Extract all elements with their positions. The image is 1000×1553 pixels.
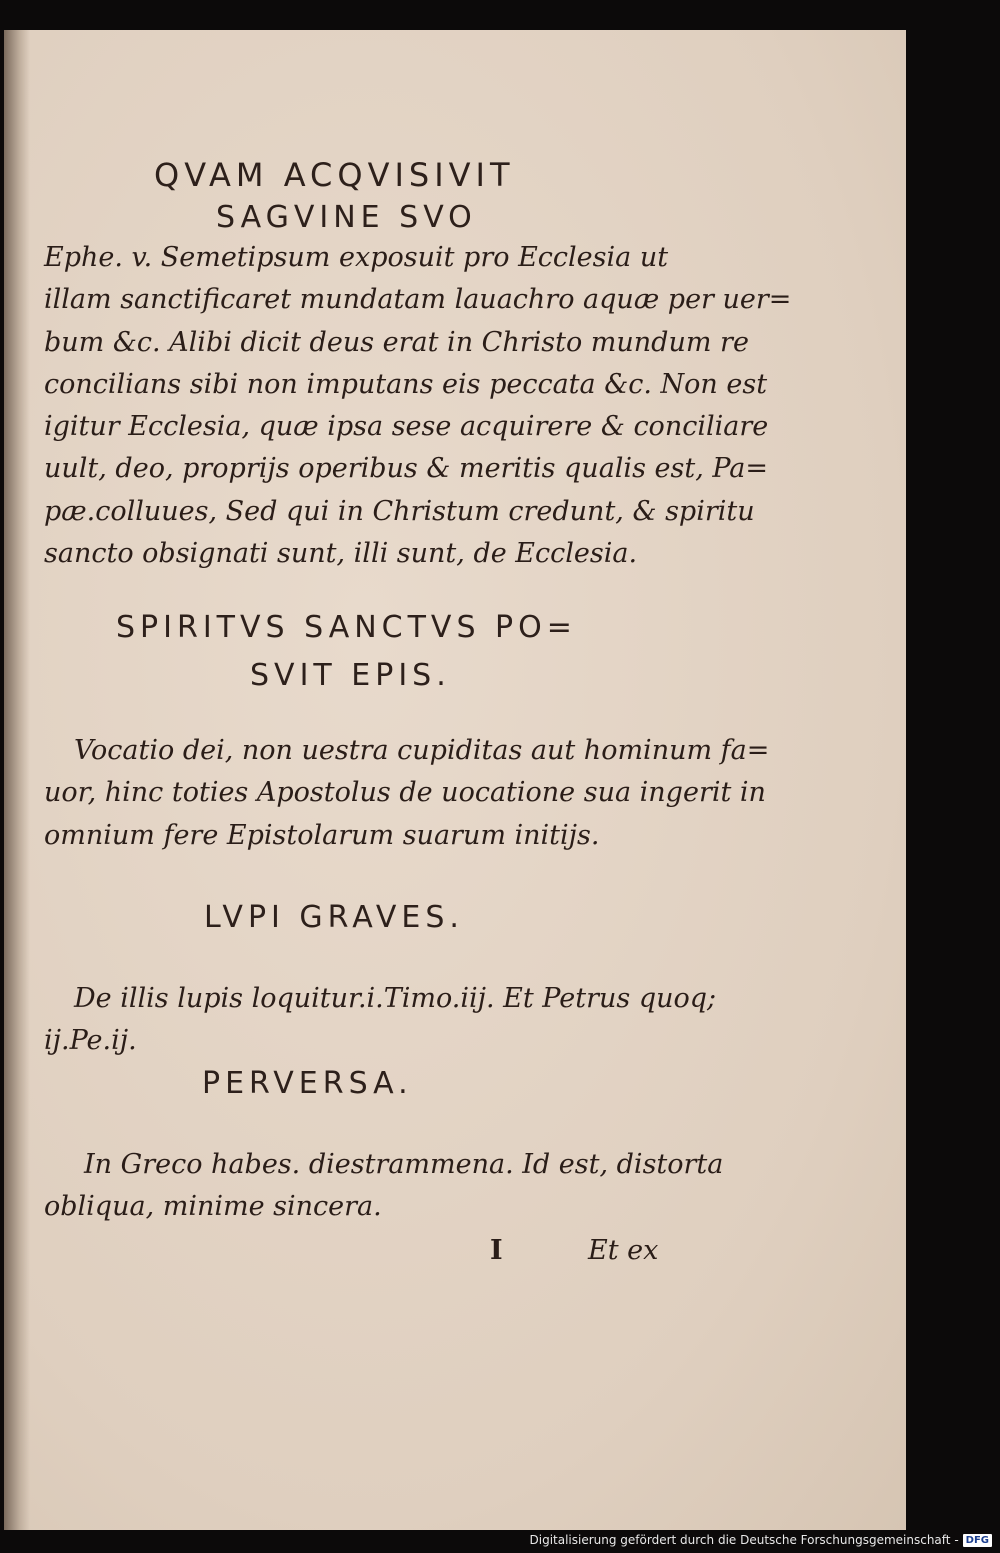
text-line: obliqua, minime sincera.: [44, 1191, 382, 1223]
text-line: Ephe. v. Semetipsum exposuit pro Ecclesia ut: [44, 242, 669, 273]
heading-sagvine-svo: SAGVINE SVO: [216, 200, 477, 235]
text-line: uult, deo, proprijs operibus & meritis qualis est, Pa=: [44, 453, 769, 485]
signature-mark: I: [490, 1235, 503, 1266]
text-line: illam sanctificaret mundatam lauachro aquæ per uer=: [44, 284, 792, 316]
text-line: concilians sibi non imputans eis peccata &c. Non est: [44, 368, 768, 400]
paragraph-lupis: [44, 978, 716, 1063]
heading-perversa: PERVERSA.: [202, 1066, 413, 1101]
paragraph-vocatio: [44, 730, 769, 857]
text-line: igitur Ecclesia, quæ ipsa sese acquirere & conciliare: [44, 411, 769, 443]
dfg-logo: DFG: [963, 1534, 992, 1547]
book-page: [4, 30, 906, 1530]
text-line: In Greco habes. diestrammena. Id est, distorta: [84, 1149, 724, 1180]
text-line: pæ.colluues, Sed qui in Christum credunt, & spiritu: [44, 495, 755, 527]
paragraph-ephesians: [44, 237, 791, 575]
text-line: bum &c. Alibi dicit deus erat in Christo mundum re: [44, 326, 749, 358]
text-line: De illis lupis loquitur.i.Timo.iij. Et Petrus quoq;: [74, 983, 717, 1014]
paragraph-greco: [44, 1144, 723, 1229]
heading-quam-acquisivit: QVAM ACQVISIVIT: [154, 156, 515, 194]
heading-lupi-graves: LVPI GRAVES.: [204, 900, 464, 935]
text-line: ij.Pe.ij.: [44, 1025, 137, 1057]
text-line: sancto obsignati sunt, illi sunt, de Ecclesia.: [44, 538, 638, 570]
page-binding-shadow: [4, 30, 30, 1530]
digitization-credit: [530, 1533, 993, 1547]
text-line: uor, hinc toties Apostolus de uocatione sua ingerit in: [44, 777, 766, 809]
text-line: omnium fere Epistolarum suarum initijs.: [44, 819, 600, 851]
catchword: Et ex: [588, 1235, 659, 1266]
heading-posuit-epis: SVIT EPIS.: [250, 658, 451, 693]
credit-text: Digitalisierung gefördert durch die Deutsche Forschungsgemeinschaft -: [529, 1533, 959, 1547]
text-line: Vocatio dei, non uestra cupiditas aut hominum fa=: [74, 735, 770, 766]
heading-spiritus-sanctus: SPIRITVS SANCTVS PO=: [116, 610, 577, 645]
